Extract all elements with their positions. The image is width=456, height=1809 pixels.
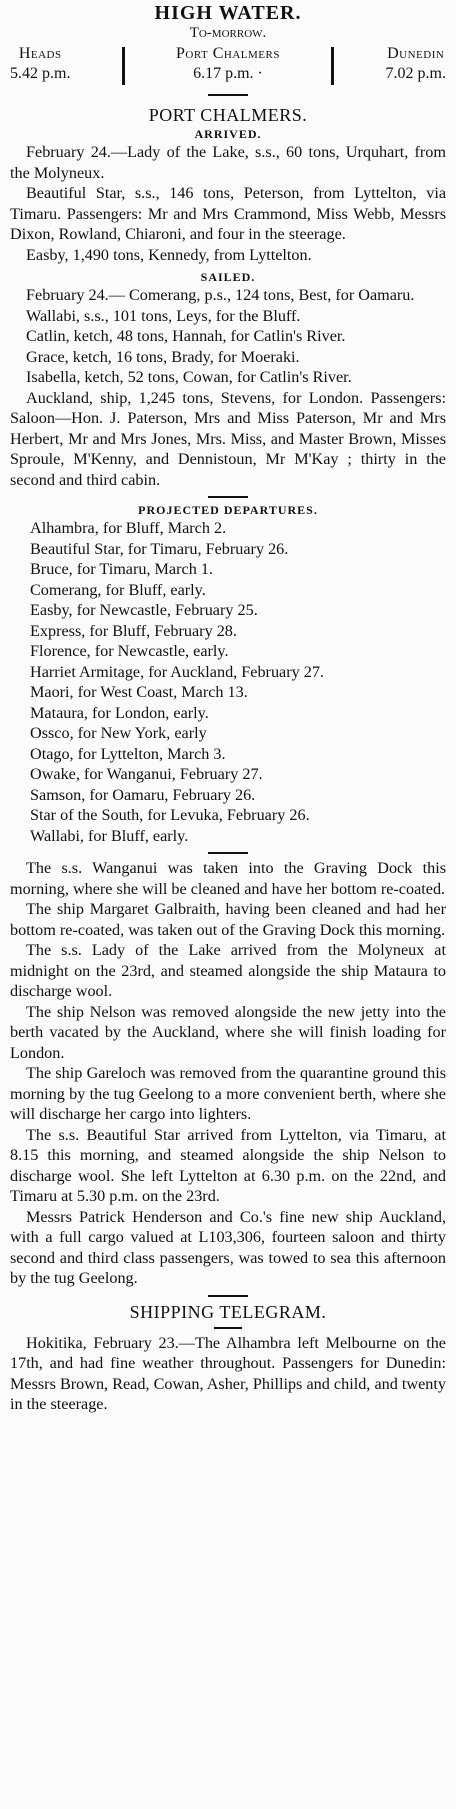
high-water-title: HIGH WATER. xyxy=(154,2,302,24)
news-item: Messrs Patrick Henderson and Co.'s fine new ship Auckland, with a full cargo valued at L103,306, fourteen saloon and thirty second and third class passengers, was towed to sea this afternoon by the tug Geelong. xyxy=(10,1207,446,1287)
sailing-entry: Catlin, ketch, 48 tons, Hannah, for Catlin's River. xyxy=(26,327,346,345)
sailed-label: SAILED. xyxy=(200,270,256,284)
section-rule xyxy=(208,852,248,854)
departure-entry: Maori, for West Coast, March 13. xyxy=(30,683,248,701)
news-item: The s.s. Wanganui was taken into the Graving Dock this morning, where she will be cleaned and have her bottom re-coated. xyxy=(10,859,446,898)
section-rule xyxy=(208,94,248,96)
arrived-label: ARRIVED. xyxy=(194,127,262,141)
tide-heads xyxy=(10,44,70,88)
sailing-entry: Wallabi, s.s., 101 tons, Leys, for the Bluff. xyxy=(26,306,301,325)
telegram-heading: SHIPPING TELEGRAM. xyxy=(129,1301,327,1322)
departure-entry: Harriet Armitage, for Auckland, February 27. xyxy=(30,662,324,681)
arrival-entry: February 24.—Lady of the Lake, s.s., 60 tons, Urquhart, from the Molyneux. xyxy=(10,143,446,182)
news-item: The s.s. Beautiful Star arrived from Lyttelton, via Timaru, at 8.15 this morning, and steamed alongside the ship Nelson to discharge wool. She left Lyttelton at 6.30 p.m. on the 22nd, and Timaru at 5.30 p.m. on the 23rd. xyxy=(10,1125,446,1205)
news-item: The ship Gareloch was removed from the quarantine ground this morning by the tug Geelong to a more convenient berth, where she will discharge her cargo into lighters. xyxy=(10,1064,446,1123)
port-heading: PORT CHALMERS. xyxy=(148,105,308,125)
arrival-entry: Beautiful Star, s.s., 146 tons, Peterson, from Lyttelton, via Timaru. Passengers: Mr and Mrs Crammond, Miss Webb, Messrs Dixon, Rowland, Chiaroni, and four in the steerage. xyxy=(10,184,446,243)
departure-entry: Star of the South, for Levuka, February 26. xyxy=(30,806,310,824)
departure-entry: Easby, for Newcastle, February 25. xyxy=(30,601,258,619)
tide-place: Heads xyxy=(18,45,62,62)
departure-entry: Beautiful Star, for Timaru, February 26. xyxy=(30,539,289,558)
sailing-entry: February 24.— Comerang, p.s., 124 tons, Best, for Oamaru. xyxy=(26,286,415,304)
departure-entry: Express, for Bluff, February 28. xyxy=(30,621,237,640)
departure-entry: Ossco, for New York, early xyxy=(30,724,207,742)
departure-entry: Samson, for Oamaru, February 26. xyxy=(30,785,256,804)
departure-entry: Alhambra, for Bluff, March 2. xyxy=(30,519,227,537)
sailing-entry: Grace, ketch, 16 tons, Brady, for Moeraki. xyxy=(26,347,300,366)
section-rule xyxy=(208,1295,248,1297)
departure-entry: Bruce, for Timaru, March 1. xyxy=(30,560,213,578)
newspaper-column xyxy=(0,2,456,1809)
tide-table xyxy=(10,44,446,88)
high-water-subtitle: To-morrow. xyxy=(189,25,267,41)
news-item: The ship Margaret Galbraith, having been cleaned and had her bottom re-coated, was taken out of the Graving Dock this morning. xyxy=(10,900,446,939)
section-rule xyxy=(208,496,248,498)
departure-entry: Otago, for Lyttelton, March 3. xyxy=(30,744,226,763)
tide-time: 6.17 p.m. · xyxy=(193,65,263,82)
tide-place: Port Chalmers xyxy=(175,45,280,62)
departure-entry: Mataura, for London, early. xyxy=(30,703,209,722)
departure-entry: Owake, for Wanganui, February 27. xyxy=(30,765,263,783)
tide-port-chalmers xyxy=(176,44,280,88)
news-item: The ship Nelson was removed alongside the new jetty into the berth vacated by the Auckland, where she will finish loading for London. xyxy=(10,1002,446,1062)
tide-time: 5.42 p.m. xyxy=(10,65,71,82)
tide-dunedin xyxy=(386,44,446,88)
tide-place: Dunedin xyxy=(387,45,445,62)
news-item: The s.s. Lady of the Lake arrived from the Molyneux at midnight on the 23rd, and steamed alongside the ship Mataura to discharge wool. xyxy=(10,941,446,1000)
projected-label: PROJECTED DEPARTURES. xyxy=(138,503,318,517)
departure-entry: Florence, for Newcastle, early. xyxy=(30,642,229,660)
column-divider xyxy=(331,47,334,85)
tide-time: 7.02 p.m. xyxy=(385,65,446,82)
departure-entry: Wallabi, for Bluff, early. xyxy=(30,826,189,845)
section-rule xyxy=(214,1327,242,1329)
sailing-entry: Auckland, ship, 1,245 tons, Stevens, for London. Passengers: Saloon—Hon. J. Paterson, Mrs and Miss Paterson, Mr and Mrs Herbert, Mr and Mrs Jones, Mrs. Miss, and Master Brown, Misses Sproule, M'Kenny, and Dennistoun, Mr M'Kay ; thirty in the second and third cabin. xyxy=(10,388,446,489)
column-divider xyxy=(122,47,125,85)
arrival-entry: Easby, 1,490 tons, Kennedy, from Lyttelton. xyxy=(26,245,312,264)
sailing-entry: Isabella, ketch, 52 tons, Cowan, for Catlin's River. xyxy=(26,368,352,386)
departure-entry: Comerang, for Bluff, early. xyxy=(30,580,206,599)
telegram-body: Hokitika, February 23.—The Alhambra left Melbourne on the 17th, and had fine weather throughout. Passengers for Dunedin: Messrs Brown, Read, Cowan, Asher, Phillips and child, and twenty in the steerage. xyxy=(10,1333,446,1413)
